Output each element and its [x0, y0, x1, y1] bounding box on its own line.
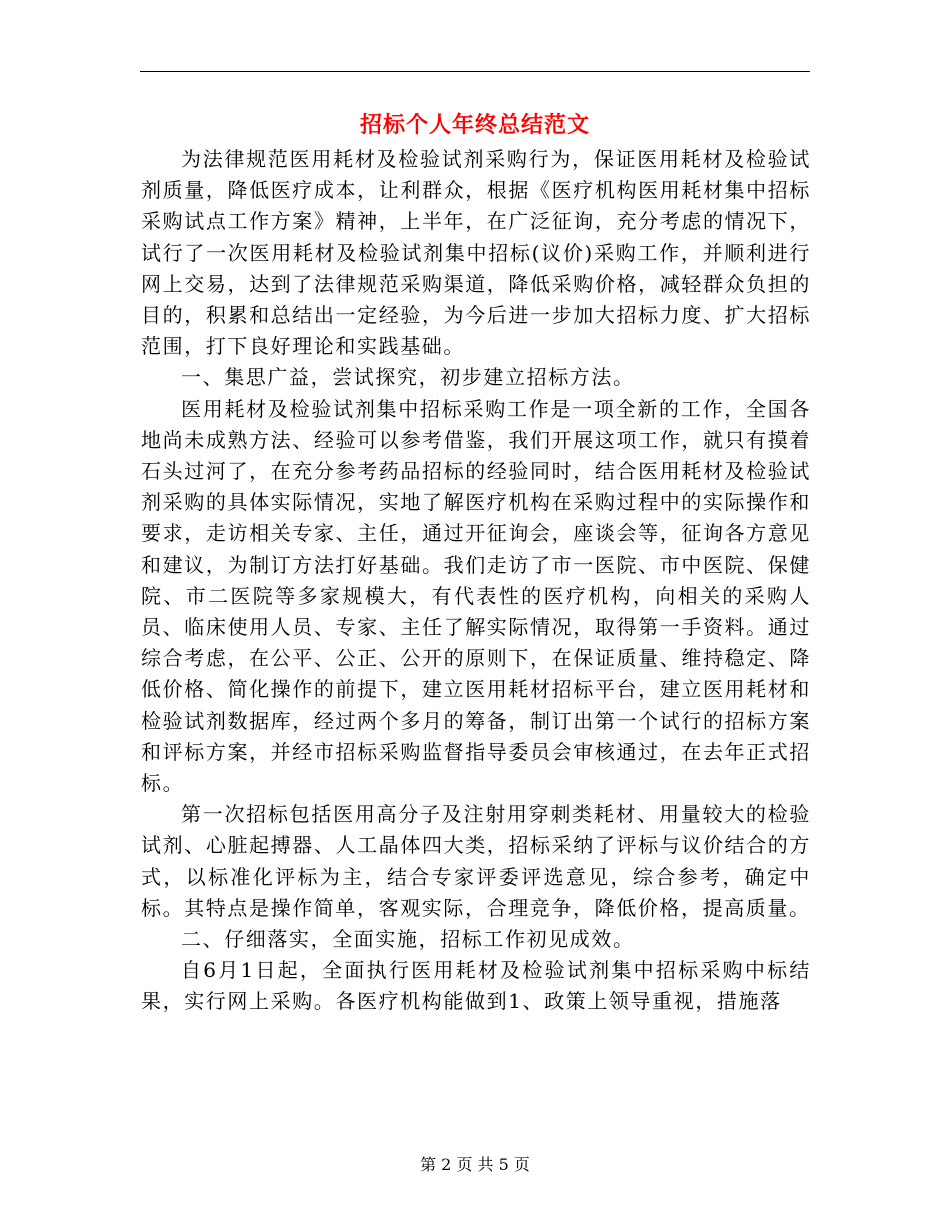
page-label-mid: 页 共	[456, 1155, 494, 1174]
section-heading-2: 二、仔细落实，全面实施，招标工作初见成效。	[181, 927, 635, 952]
page-total: 5	[498, 1155, 509, 1174]
page-label-prefix: 第	[420, 1155, 437, 1174]
paragraph-intro: 为法律规范医用耗材及检验试剂采购行为，保证医用耗材及检验试剂质量，降低医疗成本，让利群众，根据《医疗机构医用耗材集中招标采购试点工作方案》精神，上半年，在广泛征询，充分考虑的情况下，试行了一次医用耗材及检验试剂集中招标(议价)采购工作，并顺利进行网上交易，达到了法律规范采购渠道，降低采购价格，减轻群众负担的目的，积累和总结出一定经验，为今后进一步加大招标力度、扩大招标范围，打下良好理论和实践基础。	[141, 147, 811, 359]
section-heading-1: 一、集思广益，尝试探究，初步建立招标方法。	[181, 365, 635, 390]
header-rule	[140, 71, 810, 72]
document-title: 招标个人年终总结范文	[359, 112, 590, 138]
paragraph-section-1: 医用耗材及检验试剂集中招标采购工作是一项全新的工作，全国各地尚未成熟方法、经验可以参考借鉴，我们开展这项工作，就只有摸着石头过河了，在充分参考药品招标的经验同时，结合医用耗材及检验试剂采购的具体实际情况，实地了解医疗机构在采购过程中的实际操作和要求，走访相关专家、主任，通过开征询会，座谈会等，征询各方意见和建议，为制订方法打好基础。我们走访了市一医院、市中医院、保健院、市二医院等多家规模大，有代表性的医疗机构，向相关的采购人员、临床使用人员、专家、主任了解实际情况，取得第一手资料。通过综合考虑，在公平、公正、公开的原则下，在保证质量、维持稳定、降低价格、简化操作的前提下，建立医用耗材招标平台，建立医用耗材和检验试剂数据库，经过两个多月的筹备，制订出第一个试行的招标方案和评标方案，并经市招标采购监督指导委员会审核通过，在去年正式招标。	[141, 396, 811, 796]
paragraph-first-tender: 第一次招标包括医用高分子及注射用穿刺类耗材、用量较大的检验试剂、心脏起搏器、人工晶体四大类，招标采纳了评标与议价结合的方式，以标准化评标为主，结合专家评委评选意见，综合参考，确定中标。其特点是操作简单，客观实际，合理竞争，降低价格，提高质量。	[141, 802, 811, 920]
document-body	[141, 144, 811, 1018]
page-label-suffix: 页	[513, 1155, 530, 1174]
page-current: 2	[441, 1155, 452, 1174]
page-footer	[0, 1153, 950, 1177]
paragraph-section-2: 自6月1日起，全面执行医用耗材及检验试剂集中招标采购中标结果，实行网上采购。各医疗机构能做到1、政策上领导重视，措施落	[141, 958, 811, 1014]
